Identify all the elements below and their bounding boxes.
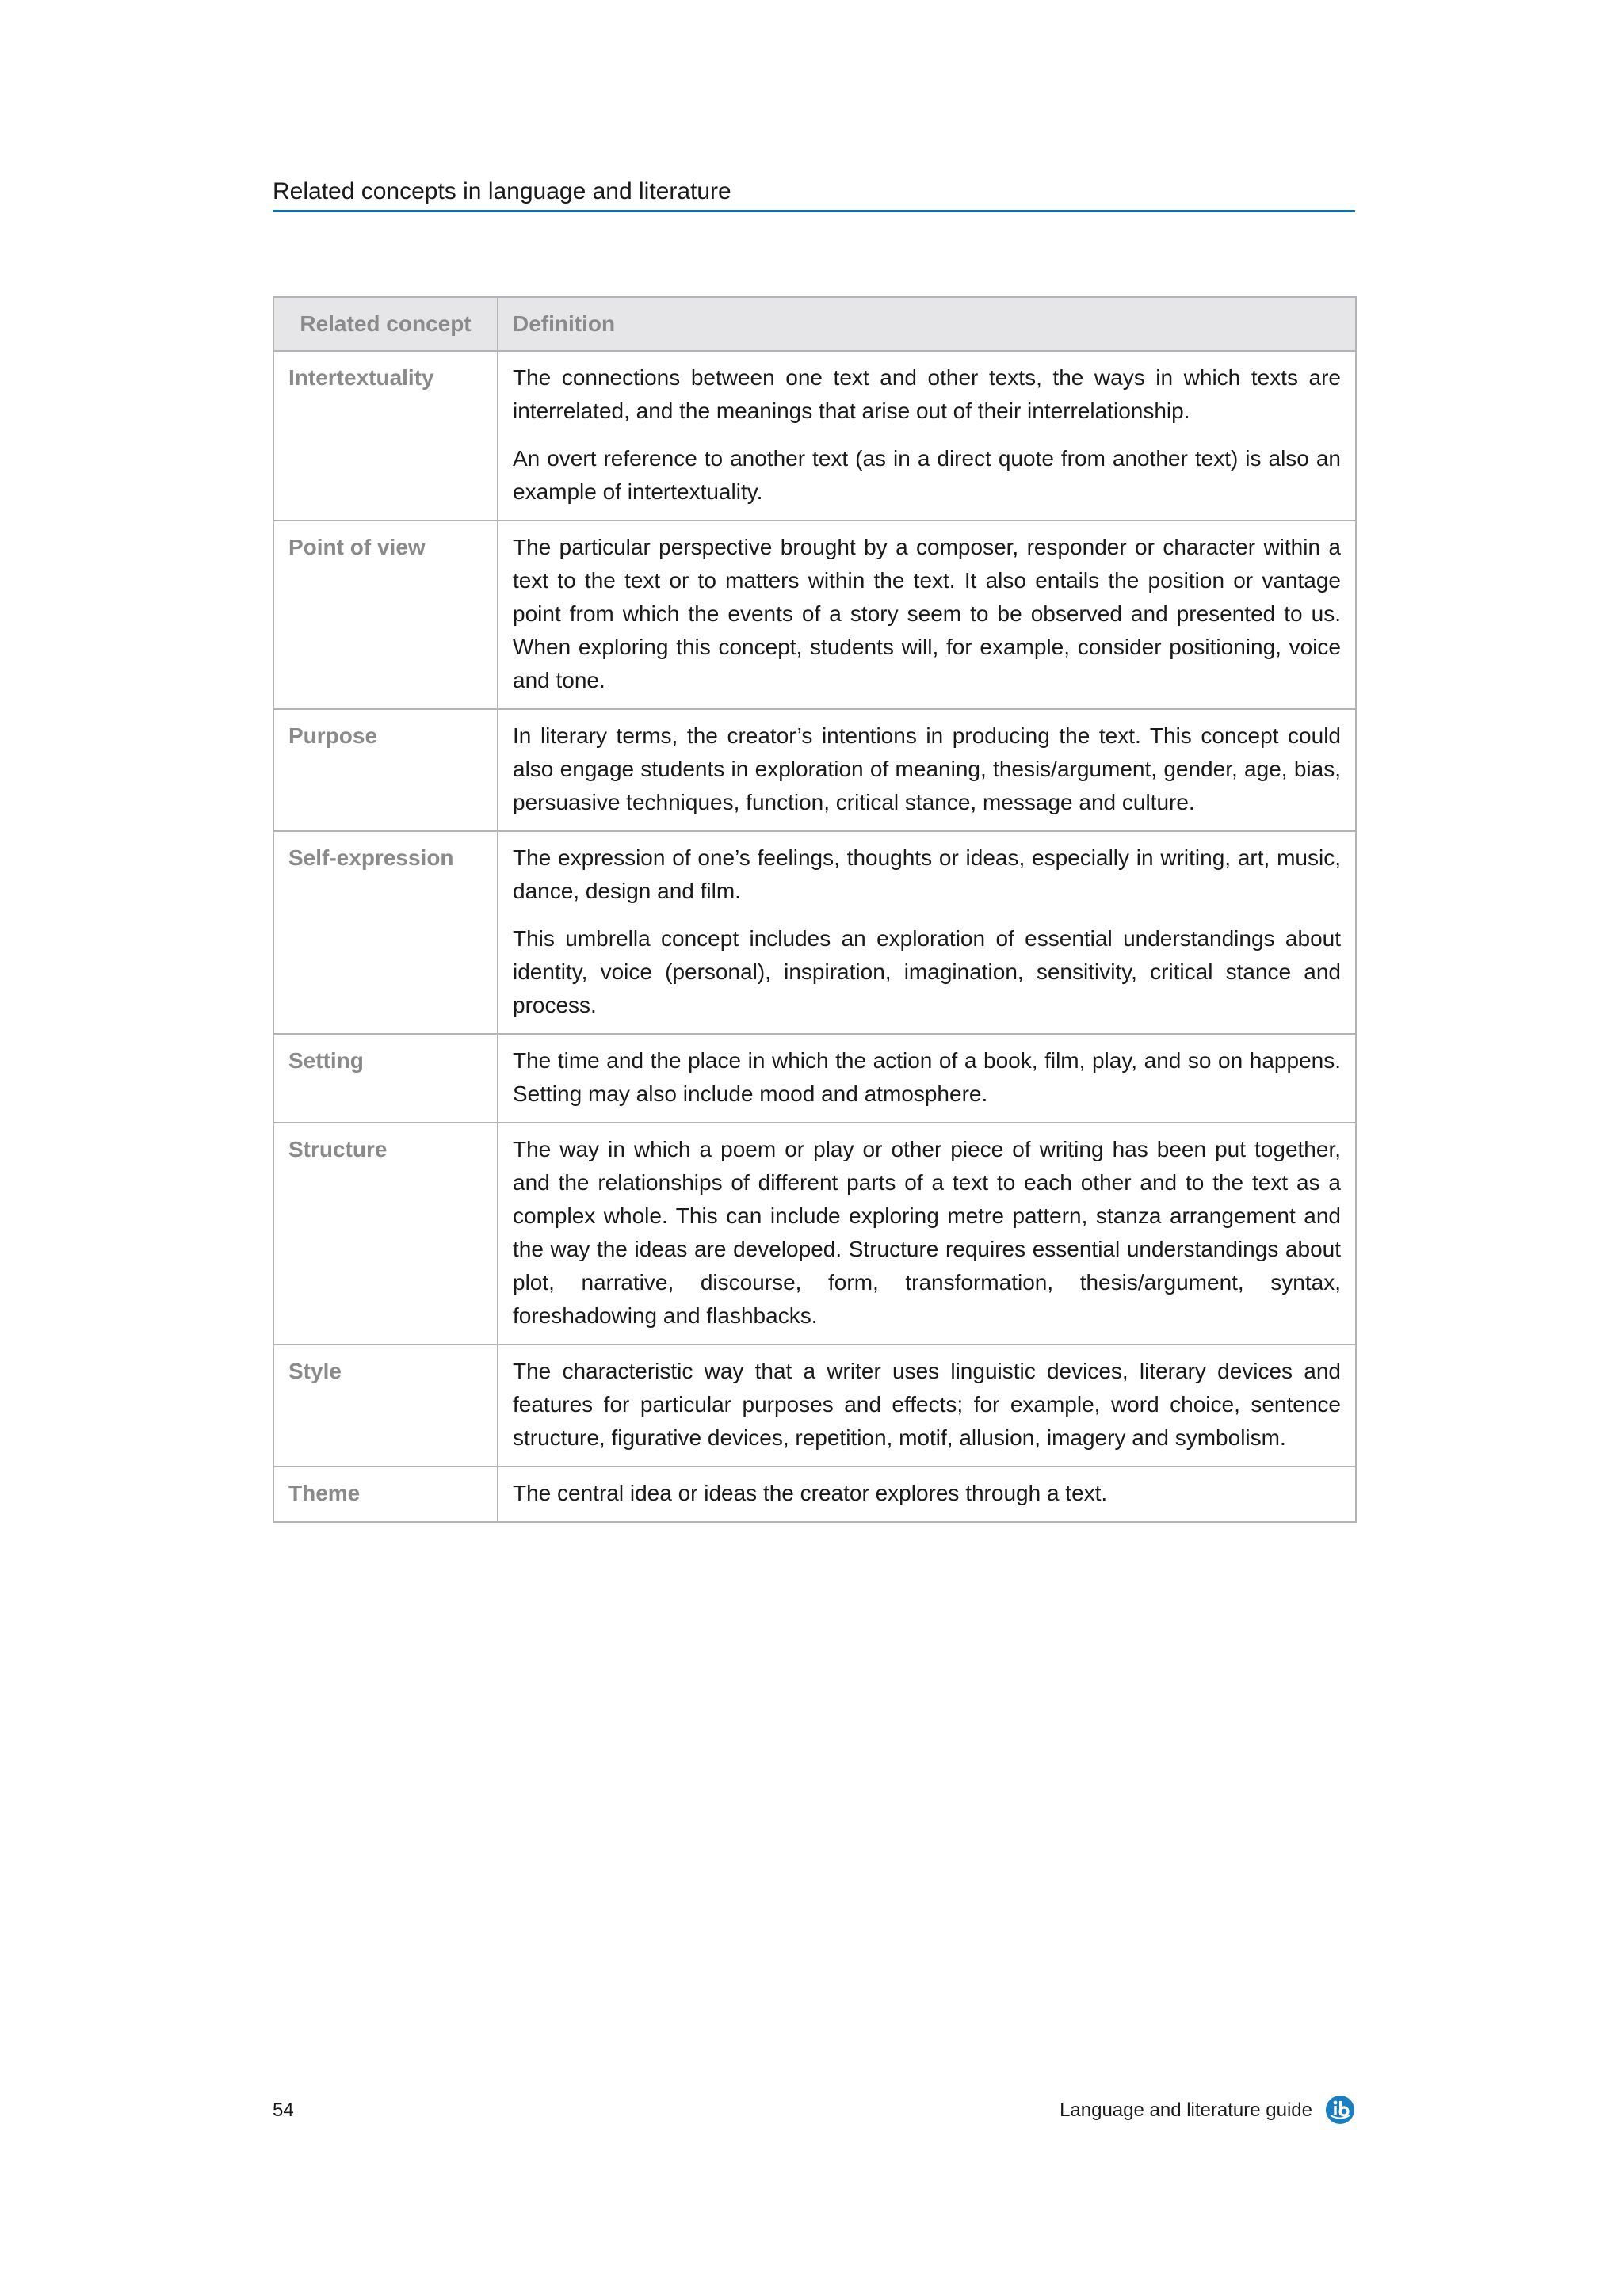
concept-cell: Intertextuality <box>273 351 498 521</box>
definition-cell <box>498 1344 1356 1466</box>
table-row <box>273 1123 1356 1344</box>
concept-cell: Purpose <box>273 709 498 831</box>
table-row <box>273 709 1356 831</box>
definition-paragraph: The way in which a poem or play or other piece of writing has been put together, and the relationships of different parts of a text to each other and to the text as a complex whole. This can include exploring metre pattern, stanza arrangement and the way the ideas are developed. Structure requires essential understandings about plot, narrative, discourse, form, transformation, thesis/argument, syntax, foreshadowing and flashbacks. <box>513 1137 1341 1328</box>
definition-cell <box>498 831 1356 1034</box>
concept-cell: Setting <box>273 1034 498 1123</box>
ib-logo-icon <box>1325 2095 1355 2125</box>
table-row <box>273 1466 1356 1522</box>
definition-paragraph: The expression of one’s feelings, thoughts or ideas, especially in writing, art, music, dance, design and film. <box>513 845 1341 903</box>
column-header-definition: Definition <box>498 297 1356 351</box>
definition-paragraph: The central idea or ideas the creator explores through a text. <box>513 1481 1108 1505</box>
table-row <box>273 521 1356 709</box>
page-title: Related concepts in language and literature <box>273 178 731 204</box>
table-row <box>273 831 1356 1034</box>
definition-cell <box>498 1034 1356 1123</box>
concept-cell: Self-expression <box>273 831 498 1034</box>
definition-paragraph: The time and the place in which the action of a book, film, play, and so on happens. Setting may also include mood and atmosphere. <box>513 1048 1341 1106</box>
related-concepts-table <box>273 296 1357 1523</box>
definition-paragraph: The particular perspective brought by a composer, responder or character within a text to the text or to matters within the text. It also entails the position or vantage point from which the events of a story seem to be observed and presented to us. When exploring this concept, students will, for example, consider positioning, voice and tone. <box>513 535 1341 692</box>
table-header-row <box>273 297 1356 351</box>
table-row <box>273 1344 1356 1466</box>
table-row <box>273 351 1356 521</box>
concept-cell: Structure <box>273 1123 498 1344</box>
table-row <box>273 1034 1356 1123</box>
definition-paragraph: This umbrella concept includes an exploration of essential understandings about identity, voice (personal), inspiration, imagination, sensitivity, critical stance and process. <box>513 926 1341 1017</box>
column-header-concept: Related concept <box>273 297 498 351</box>
definition-paragraph: The characteristic way that a writer uses linguistic devices, literary devices and features for particular purposes and effects; for example, word choice, sentence structure, figurative devices, repetition, motif, allusion, imagery and symbolism. <box>513 1359 1341 1450</box>
definition-paragraph: An overt reference to another text (as in a direct quote from another text) is also an example of intertextuality. <box>513 446 1341 504</box>
guide-title: Language and literature guide <box>1060 2100 1312 2121</box>
definition-cell <box>498 1123 1356 1344</box>
page-footer <box>273 2100 1355 2131</box>
definition-paragraph: The connections between one text and other texts, the ways in which texts are interrelated, and the meanings that arise out of their interrelationship. <box>513 365 1341 423</box>
concept-cell: Style <box>273 1344 498 1466</box>
definition-cell <box>498 351 1356 521</box>
concept-cell: Point of view <box>273 521 498 709</box>
page-number: 54 <box>273 2100 294 2121</box>
page-header <box>273 173 1355 212</box>
definition-cell <box>498 521 1356 709</box>
concept-cell: Theme <box>273 1466 498 1522</box>
definition-paragraph: In literary terms, the creator’s intentions in producing the text. This concept could also engage students in exploration of meaning, thesis/argument, gender, age, bias, persuasive techniques, function, critical stance, message and culture. <box>513 723 1341 814</box>
definition-cell <box>498 1466 1356 1522</box>
definition-cell <box>498 709 1356 831</box>
